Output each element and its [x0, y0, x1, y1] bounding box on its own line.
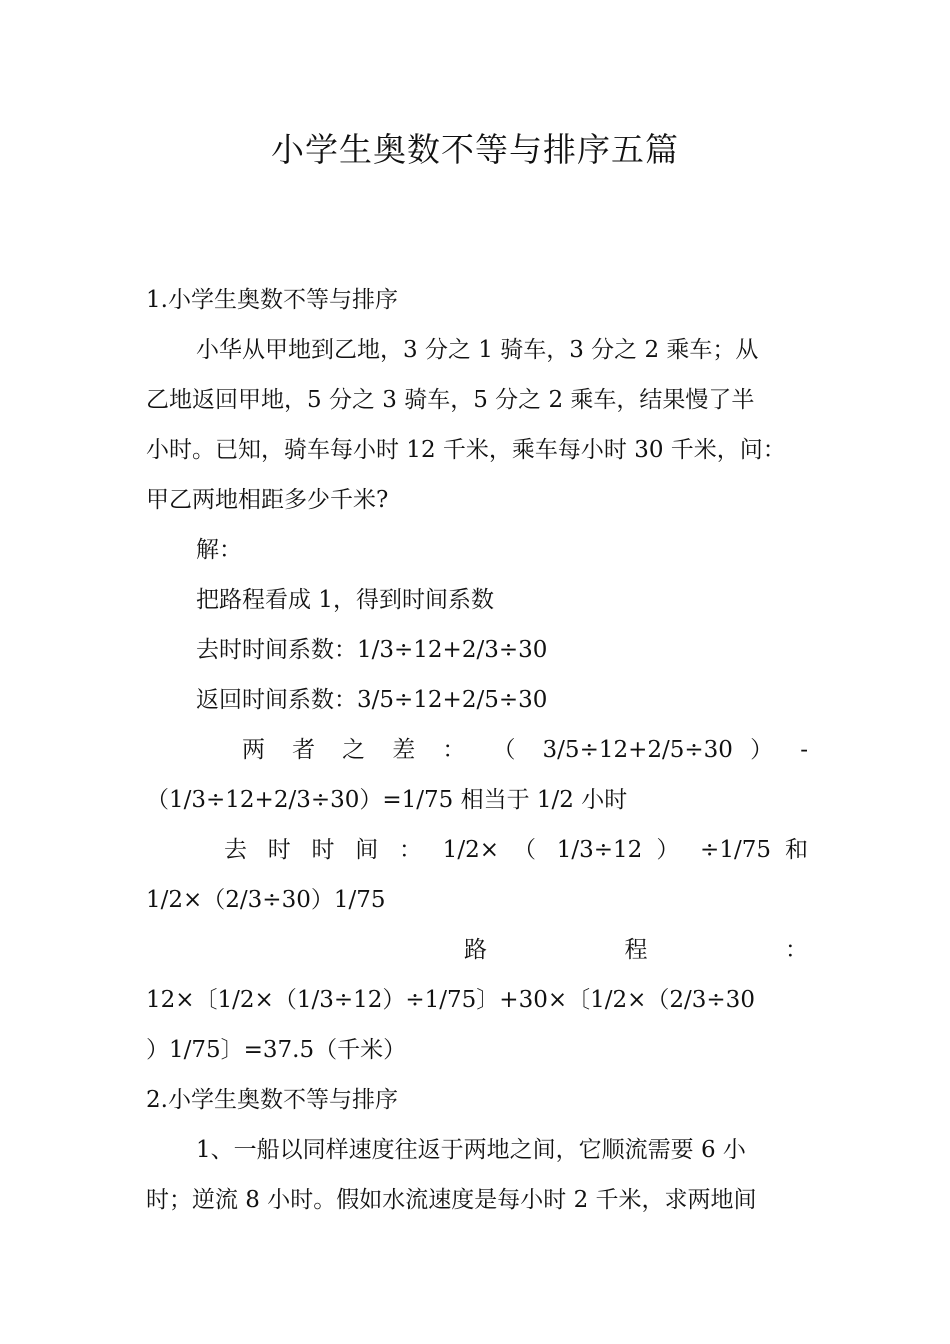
section-heading: 1.小学生奥数不等与排序 — [146, 287, 398, 313]
paragraph-line: 甲乙两地相距多少千米? — [146, 487, 389, 513]
paragraph-line: 1、一船以同样速度往返于两地之间，它顺流需要 6 小 — [196, 1137, 746, 1163]
formula-line: 去时时间系数：1/3÷12+2/3÷30 — [196, 637, 548, 663]
section-heading: 2.小学生奥数不等与排序 — [146, 1087, 398, 1113]
paragraph-line: 小时。已知，骑车每小时 12 千米，乘车每小时 30 千米，问： — [146, 437, 786, 463]
paragraph-line: 把路程看成 1，得到时间系数 — [196, 587, 494, 613]
formula-line: ）1/75〕=37.5（千米） — [146, 1037, 407, 1063]
formula-line: 返回时间系数：3/5÷12+2/5÷30 — [196, 687, 548, 713]
paragraph-line: 乙地返回甲地，5 分之 3 骑车，5 分之 2 乘车，结果慢了半 — [146, 387, 755, 413]
formula-line: 两 者 之 差 ： （ 3/5÷12+2/5÷30 ） - — [242, 737, 808, 763]
document-body — [146, 275, 808, 1225]
formula-line: （1/3÷12+2/3÷30）=1/75 相当于 1/2 小时 — [146, 787, 628, 813]
paragraph-line: 小华从甲地到乙地，3 分之 1 骑车，3 分之 2 乘车；从 — [196, 337, 759, 363]
paragraph-line: 解： — [196, 537, 242, 563]
formula-line: 去 时 时 间 ： 1/2× （ 1/3÷12 ） ÷1/75 和 — [224, 837, 808, 863]
formula-line: 1/2×（2/3÷30）1/75 — [146, 887, 386, 913]
formula-line: 12×〔1/2×（1/3÷12）÷1/75〕+30×〔1/2×（2/3÷30 — [146, 987, 755, 1013]
formula-line: 路 程 ： — [464, 937, 808, 963]
document-title: 小学生奥数不等与排序五篇 — [271, 130, 679, 169]
paragraph-line: 时；逆流 8 小时。假如水流速度是每小时 2 千米，求两地间 — [146, 1187, 757, 1213]
